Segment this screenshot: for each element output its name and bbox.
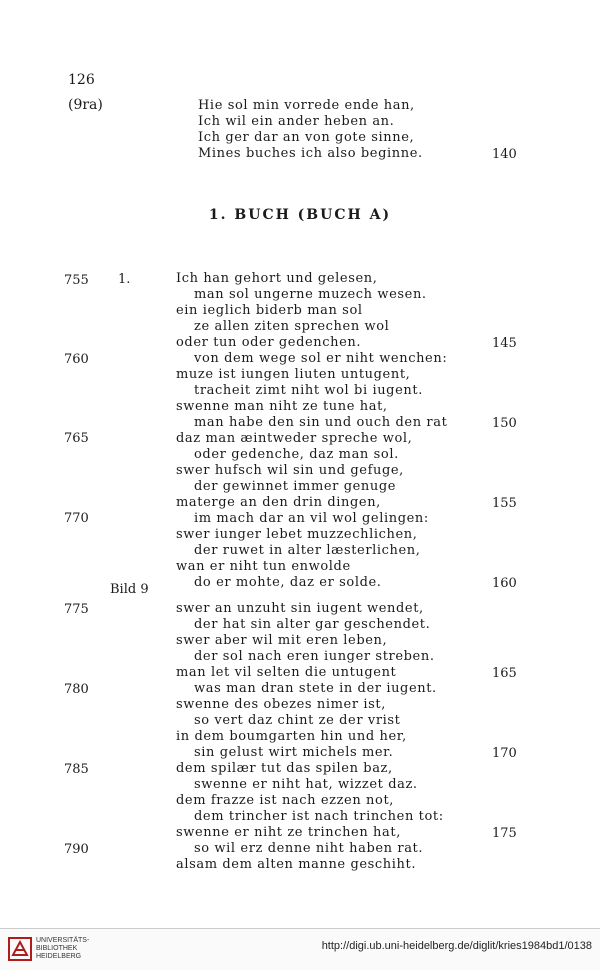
line-number: 150 [492,416,517,431]
library-name [36,937,89,961]
verse-line: der hat sin alter gar geschendet. [194,617,431,632]
verse-line: swer hufsch wil sin und gefuge, [176,463,404,478]
verse-line: ze allen ziten sprechen wol [194,319,390,334]
verse-line: muze ist iungen liuten untugent, [176,367,411,382]
prologue-line-number: 140 [492,147,517,162]
verse-line: wan er niht tun enwolde [176,559,351,574]
source-url[interactable]: http://digi.ub.uni-heidelberg.de/diglit/kries1984bd1/0138 [321,940,592,952]
prologue-line: Mines buches ich also beginne. [198,146,423,161]
line-number: 790 [64,842,89,857]
bild-label: Bild 9 [110,582,149,597]
verse-line: der sol nach eren iunger streben. [194,649,435,664]
verse-line: materge an den drin dingen, [176,495,381,510]
line-number: 165 [492,666,517,681]
line-number: 145 [492,336,517,351]
verse-line: der gewinnet immer genuge [194,479,397,494]
folio-reference: (9ra) [68,97,103,113]
verse-line: swenne man niht ze tune hat, [176,399,388,414]
verse-line: der ruwet in alter læsterlichen, [194,543,421,558]
verse-line: tracheit zimt niht wol bi iugent. [194,383,423,398]
verse-line: ein ieglich biderb man sol [176,303,363,318]
verse-line: man let vil selten die untugent [176,665,397,680]
line-number: 755 [64,273,89,288]
verse-line: swer iunger lebet muzzechlichen, [176,527,418,542]
line-number: 160 [492,576,517,591]
verse-line: oder gedenche, daz man sol. [194,447,399,462]
line-number: 170 [492,746,517,761]
verse-line: sin gelust wirt michels mer. [194,745,394,760]
verse-line: swenne des obezes nimer ist, [176,697,386,712]
line-number: 155 [492,496,517,511]
verse-line: oder tun oder gedenchen. [176,335,362,350]
verse-line: so vert daz chint ze der vrist [194,713,401,728]
prologue-line: Hie sol min vorrede ende han, [198,98,415,113]
line-number: 785 [64,762,89,777]
line-number: 770 [64,511,89,526]
verse-line: so wil erz denne niht haben rat. [194,841,424,856]
verse-line: alsam dem alten manne geschiht. [176,857,417,872]
verse-line: dem frazze ist nach ezzen not, [176,793,395,808]
section-label: 1. [118,272,131,287]
line-number: 760 [64,352,89,367]
library-name-text: UNIVERSITÄTS- BIBLIOTHEK HEIDELBERG [36,937,90,960]
verse-line: swer aber wil mit eren leben, [176,633,388,648]
book-heading: 1. BUCH (BUCH A) [208,207,392,223]
verse-line: do er mohte, daz er solde. [194,575,382,590]
verse-line: daz man æintweder spreche wol, [176,431,413,446]
verse-line: was man dran stete in der iugent. [194,681,437,696]
verse-line: von dem wege sol er niht wenchen: [194,351,448,366]
verse-line: in dem boumgarten hin und her, [176,729,407,744]
university-library-logo-icon [8,937,32,961]
verse-line: man sol ungerne muzech wesen. [194,287,427,302]
verse-line: swenne er niht ze trinchen hat, [176,825,401,840]
page-number: 126 [68,72,95,88]
verse-line: man habe den sin und ouch den rat [194,415,448,430]
line-number: 175 [492,826,517,841]
verse-line: dem spilær tut das spilen baz, [176,761,393,776]
prologue-line: Ich wil ein ander heben an. [198,114,395,129]
line-number: 780 [64,682,89,697]
verse-line: im mach dar an vil wol gelingen: [194,511,429,526]
footer-bar [0,928,600,970]
prologue-line: Ich ger dar an von gote sinne, [198,130,415,145]
verse-line: dem trincher ist nach trinchen tot: [194,809,444,824]
verse-line: Ich han gehort und gelesen, [176,271,378,286]
verse-line: swenne er niht hat, wizzet daz. [194,777,418,792]
line-number: 765 [64,431,89,446]
verse-line: swer an unzuht sin iugent wendet, [176,601,424,616]
line-number: 775 [64,602,89,617]
